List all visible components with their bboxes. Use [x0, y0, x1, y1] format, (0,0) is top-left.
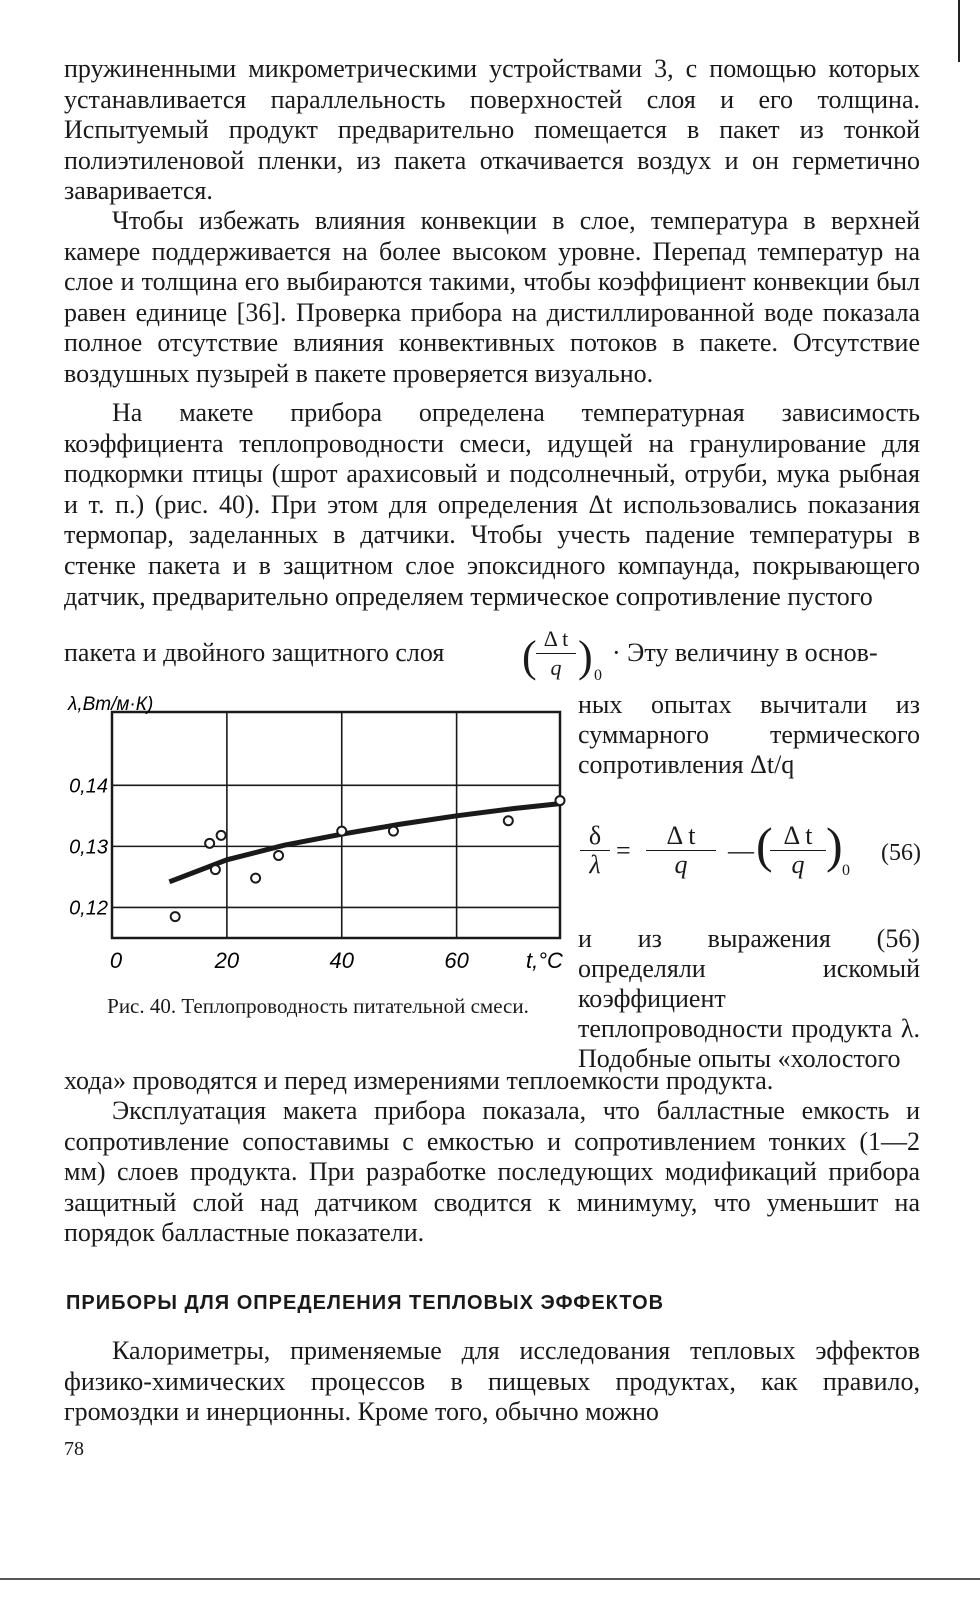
x-tick-label: 0 — [109, 948, 123, 973]
paragraph-4: хода» проводятся и перед измерениями теплоемкости продукта. — [64, 1066, 774, 1095]
scan-bottom-line — [0, 1578, 980, 1580]
chart-grid — [112, 712, 560, 938]
data-point — [171, 912, 180, 921]
formula-paren-left: ( — [756, 817, 773, 873]
x-axis-label: t,°C — [526, 948, 563, 973]
paragraph-5: Эксплуатация макета прибора показала, что балластные емкость и сопротивление сопоставимы с емкостью и сопротивлением тонких (1—2 мм) слоев продукта. При разработке последующих модификаций прибора защитный слой над датчиком сводится к минимуму, что уменьшит на порядок балластные показатели. — [64, 1096, 920, 1248]
inline-frac-sub: 0 — [594, 667, 602, 684]
formula-minus: — — [728, 836, 754, 865]
x-tick-label: 20 — [214, 948, 240, 973]
formula-frac-1-num: Δ t — [646, 822, 716, 851]
inline-fraction — [522, 625, 622, 685]
paragraph-6: Калориметры, применяемые для исследования тепловых эффектов физико-химических процессов в пищевых продуктах, как правило, громоздки и инерционны. Кроме того, обычно можно — [64, 1336, 920, 1427]
formula-frac-1-den: q — [674, 850, 688, 879]
formula-lhs-den: λ — [589, 850, 601, 879]
figure-caption: Рис. 40. Теплопроводность питательной смеси. — [107, 994, 529, 1018]
formula-frac-2 — [770, 822, 826, 879]
formula-frac-2-num: Δ t — [770, 822, 826, 851]
paragraph-3-after: · Эту величину в основ- — [612, 638, 878, 667]
right-paren: ) — [578, 632, 593, 681]
formula-paren-right: ) — [826, 817, 843, 873]
left-paren: ( — [522, 632, 537, 681]
section-heading: ПРИБОРЫ ДЛЯ ОПРЕДЕЛЕНИЯ ТЕПЛОВЫХ ЭФФЕКТОВ — [66, 1292, 665, 1314]
formula-equals: = — [616, 836, 631, 865]
side-text-1: ных опытах вычитали из суммарного термического сопротивления Δt/q — [578, 690, 920, 779]
inline-frac — [536, 625, 576, 682]
formula-frac-2-sub: 0 — [842, 862, 850, 879]
formula-56 — [580, 817, 925, 886]
y-tick-label: 0,14 — [69, 775, 108, 798]
data-point — [556, 796, 565, 805]
inline-frac-num: Δ t — [536, 625, 576, 654]
paragraph-3: На макете прибора определена температурная зависимость коэффициента теплопроводности смеси, идущей на гранулирование для подкормки птицы (шрот арахисовый и подсолнечный, отруби, мука рыбная и т. п.) (рис. 40). При этом для определения Δt использовались показания термопар, заделанных в датчики. Чтобы учесть падение температуры в стенке пакета и в защитном слое эпоксидного компаунда, покрывающего датчик, предварительно определяем термическое сопротивление пустого — [64, 398, 920, 611]
formula-lhs — [580, 822, 610, 879]
y-tick-label: 0,13 — [69, 836, 108, 859]
x-tick-label: 40 — [329, 948, 354, 973]
page-number: 78 — [64, 1438, 84, 1460]
data-point — [217, 831, 226, 840]
fit-curve — [169, 804, 560, 882]
data-point — [211, 865, 220, 874]
side-text-2: и из выражения (56) определяли искомый коэффициент теплопроводности продукта λ. Подобные опыты «холостого — [578, 924, 920, 1073]
inline-frac-den: q — [550, 655, 562, 680]
data-point — [504, 816, 513, 825]
data-point — [274, 851, 283, 860]
paragraph-3-last-text: пакета и двойного защитного слоя — [64, 638, 445, 667]
y-axis-label: λ,Вт/м·К) — [68, 694, 154, 715]
tick-labels — [69, 775, 470, 973]
scan-edge-line — [958, 0, 960, 62]
paragraph-1: пружиненными микрометрическими устройствами 3, с помощью которых устанавливается параллельность поверхностей слоя и его толщина. Испытуемый продукт предварительно помещается в пакет из тонкой полиэтиленовой пленки, из пакета откачивается воздух и он герметично заваривается. — [64, 54, 920, 206]
x-tick-label: 60 — [444, 948, 469, 973]
data-point — [251, 874, 260, 883]
data-point — [337, 827, 346, 836]
formula-frac-2-den: q — [791, 850, 805, 879]
data-point — [389, 827, 398, 836]
plot-frame — [112, 712, 560, 938]
data-point — [205, 839, 214, 848]
paragraph-2: Чтобы избежать влияния конвекции в слое, температура в верхней камере поддерживается на более высоком уровне. Перепад температур на слое и толщина его выбираются такими, чтобы коэффициент конвекции был равен единице [36]. Проверка прибора на дистиллированной воде показала полное отсутствие влияния конвективных потоков в пакете. Отсутствие воздушных пузырей в пакете проверяется визуально. — [64, 206, 920, 388]
thermal-conductivity-chart — [60, 690, 570, 990]
y-tick-label: 0,12 — [69, 897, 108, 920]
formula-lhs-num: δ — [580, 822, 610, 851]
formula-frac-1 — [646, 822, 716, 879]
formula-number: (56) — [881, 840, 921, 866]
